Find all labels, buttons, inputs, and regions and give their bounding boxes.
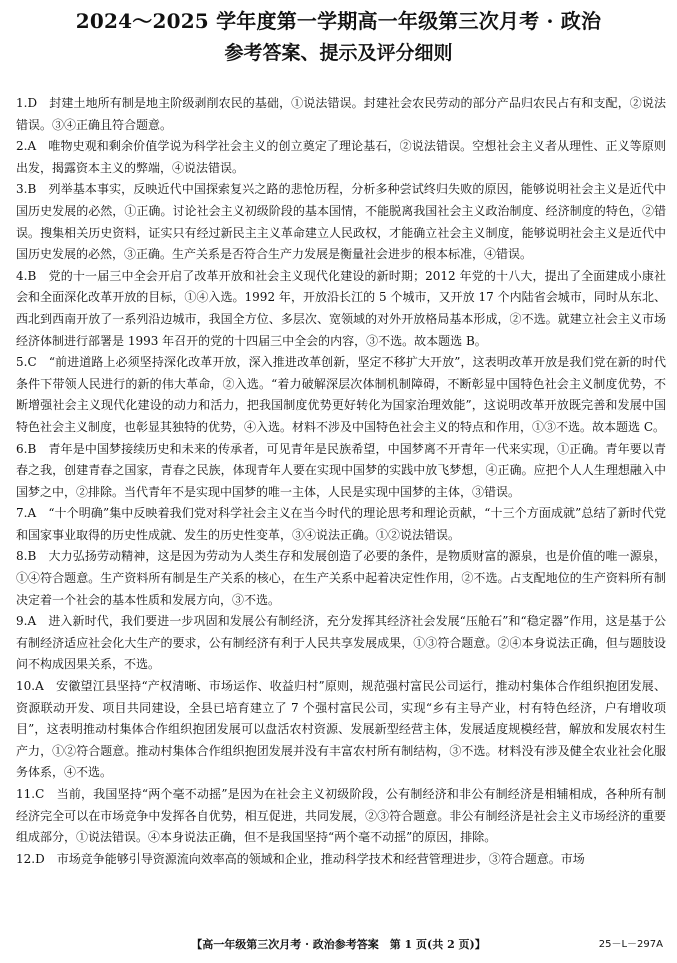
answer-item xyxy=(16,611,666,676)
answer-item xyxy=(16,503,666,546)
answer-explanation: 安徽望江县坚持“产权清晰、市场运作、收益归村”原则，规范强村富民公司运行，推动村集体合作组织抱团发展、资源联动开发、项目共同建设，全县已培育建立了 7 个强村富民公司，实现“乡有主导产业，村有特色经济，户有增收项目”，这表明推动村集体合作组织抱团发展可以盘活农村资源、发展新型经营主体，发展适度规模经营，解放和发展农村生产力，①②符合题意。推动村集体合作组织抱团发展并没有丰富农村所有制结构，③不选。材料没有涉及健全农业社会化服务体系，④不选。 xyxy=(16,679,666,780)
answer-number: 8.B xyxy=(16,549,37,564)
answer-explanation: 党的十一届三中全会开启了改革开放和社会主义现代化建设的新时期；2012 年党的十八大，提出了全面建成小康社会和全面深化改革开放的目标，①④入选。1992 年，开放沿长江的 5 个城市，又开放 17 个内陆省会城市，同时从东北、西北到西南开放了一系列沿边城市，我国全方位、多层次、宽领域的对外开放格局基本形成，②不选。就建立社会主义市场经济体制进行部署是 1993 年召开的党的十四届三中全会的内容，③不选。故本题选 B。 xyxy=(16,268,666,348)
answer-number: 5.C xyxy=(16,355,37,370)
answer-explanation: 列举基本事实，反映近代中国探索复兴之路的悲怆历程，分析多种尝试终归失败的原因，能够说明社会主义是近代中国历史发展的必然，①正确。讨论社会主义初级阶段的基本国情，不能脱离我国社会主义政治制度、经济制度的特色，②错误。搜集相关历史资料，证实只有经过新民主主义革命建立人民政权，才能确立社会主义制度，能够说明社会主义是近代中国历史发展的必然，③正确。生产关系是否符合生产力发展是衡量社会进步的根本标准，④错误。 xyxy=(16,182,666,262)
answer-item xyxy=(16,676,666,784)
answer-number: 1.D xyxy=(16,96,38,110)
page-footer xyxy=(0,934,677,956)
answer-explanation: “十个明确”集中反映着我们党对科学社会主义在当今时代的理论思考和理论贡献，“十三个方面成就”总结了新时代党和国家事业取得的历史性成就、发生的历史性变革，③④说法正确。①②说法错误。 xyxy=(16,506,666,542)
footer-page-info: 【高一年级第三次月考 · 政治参考答案 第 1 页(共 2 页)】 xyxy=(191,938,486,951)
answer-explanation: 封建土地所有制是地主阶级剥削农民的基础，①说法错误。封建社会农民劳动的部分产品归农民占有和支配，②说法错误。③④正确且符合题意。 xyxy=(16,96,666,132)
answer-item xyxy=(16,439,666,504)
answer-number: 6.B xyxy=(16,441,37,456)
answer-item xyxy=(16,93,666,136)
answer-number: 9.A xyxy=(16,614,37,629)
answer-number: 10.A xyxy=(16,679,44,694)
answer-list xyxy=(16,93,666,870)
answer-number: 11.C xyxy=(16,787,45,801)
answer-item xyxy=(16,266,666,352)
answer-item xyxy=(16,136,666,179)
answer-number: 7.A xyxy=(16,506,37,521)
answer-number: 3.B xyxy=(16,182,37,197)
answer-item xyxy=(16,179,666,265)
answer-number: 2.A xyxy=(16,139,37,154)
page-title: 2024～2025 学年度第一学期高一年级第三次月考 · 政治 xyxy=(75,9,602,33)
answer-explanation: 大力弘扬劳动精神，这是因为劳动为人类生存和发展创造了必要的条件，是物质财富的源泉，也是价值的唯一源泉，①④符合题意。生产资料所有制是生产关系的核心，在生产关系中起着决定性作用，②不选。占支配地位的生产资料所有制决定着一个社会的基本性质和发展方向，③不选。 xyxy=(16,549,666,607)
footer-paper-code: 25－L－297A xyxy=(598,939,663,950)
answer-item xyxy=(16,849,666,871)
answer-explanation: 市场竞争能够引导资源流向效率高的领域和企业，推动科学技术和经营管理进步，③符合题意。市场 xyxy=(56,851,585,866)
answer-explanation: 青年是中国梦接续历史和未来的传承者，可见青年是民族希望，中国梦离不开青年一代来实现，①正确。青年要以青春之我，创建青春之国家，青春之民族，体现青年人要在实现中国梦的实践中放飞梦想，④正确。应把个人人生理想融入中国梦之中，②排除。当代青年不是实现中国梦的唯一主体，人民是实现中国梦的主体，③错误。 xyxy=(16,441,666,499)
page-subtitle: 参考答案、提示及评分细则 xyxy=(224,42,453,64)
answer-item xyxy=(16,784,666,849)
answer-number: 12.D xyxy=(16,851,45,866)
answer-explanation: 唯物史观和剩余价值学说为科学社会主义的创立奠定了理论基石，②说法错误。空想社会主义者从理性、正义等原则出发，揭露资本主义的弊端，④说法错误。 xyxy=(16,139,666,175)
answer-explanation: 进入新时代，我们要进一步巩固和发展公有制经济，充分发挥其经济社会发展“压舱石”和“稳定器”作用，这是基于公有制经济适应社会化大生产的要求，公有制经济有利于人民共享发展成果，①③符合题意。②④本身说法正确，但与题肢设问不构成因果关系，不选。 xyxy=(16,614,666,672)
answer-explanation: 当前，我国坚持“两个毫不动摇”是因为在社会主义初级阶段，公有制经济和非公有制经济是相辅相成，各种所有制经济完全可以在市场竞争中发挥各自优势，相互促进，共同发展，②③符合题意。非公有制经济是社会主义市场经济的重要组成部分，①说法错误。④本身说法正确，但不是我国坚持“两个毫不动摇”的原因，排除。 xyxy=(16,787,666,845)
answer-item xyxy=(16,546,666,611)
answer-number: 4.B xyxy=(16,268,37,283)
answer-explanation: “前进道路上必须坚持深化改革开放，深入推进改革创新，坚定不移扩大开放”，这表明改革开放是我们党在新的时代条件下带领人民进行的新的伟大革命，②入选。“着力破解深层次体制机制障碍，不断彰显中国特色社会主义制度优势，不断增强社会主义现代化建设的动力和活力，把我国制度优势更好转化为国家治理效能”，这说明改革开放既完善和发展中国特色社会主义制度，也彰显其独特的优势，④入选。材料不涉及中国特色社会主义的特点和作用，①③不选。故本题选 C。 xyxy=(16,355,666,434)
answer-item xyxy=(16,352,666,438)
